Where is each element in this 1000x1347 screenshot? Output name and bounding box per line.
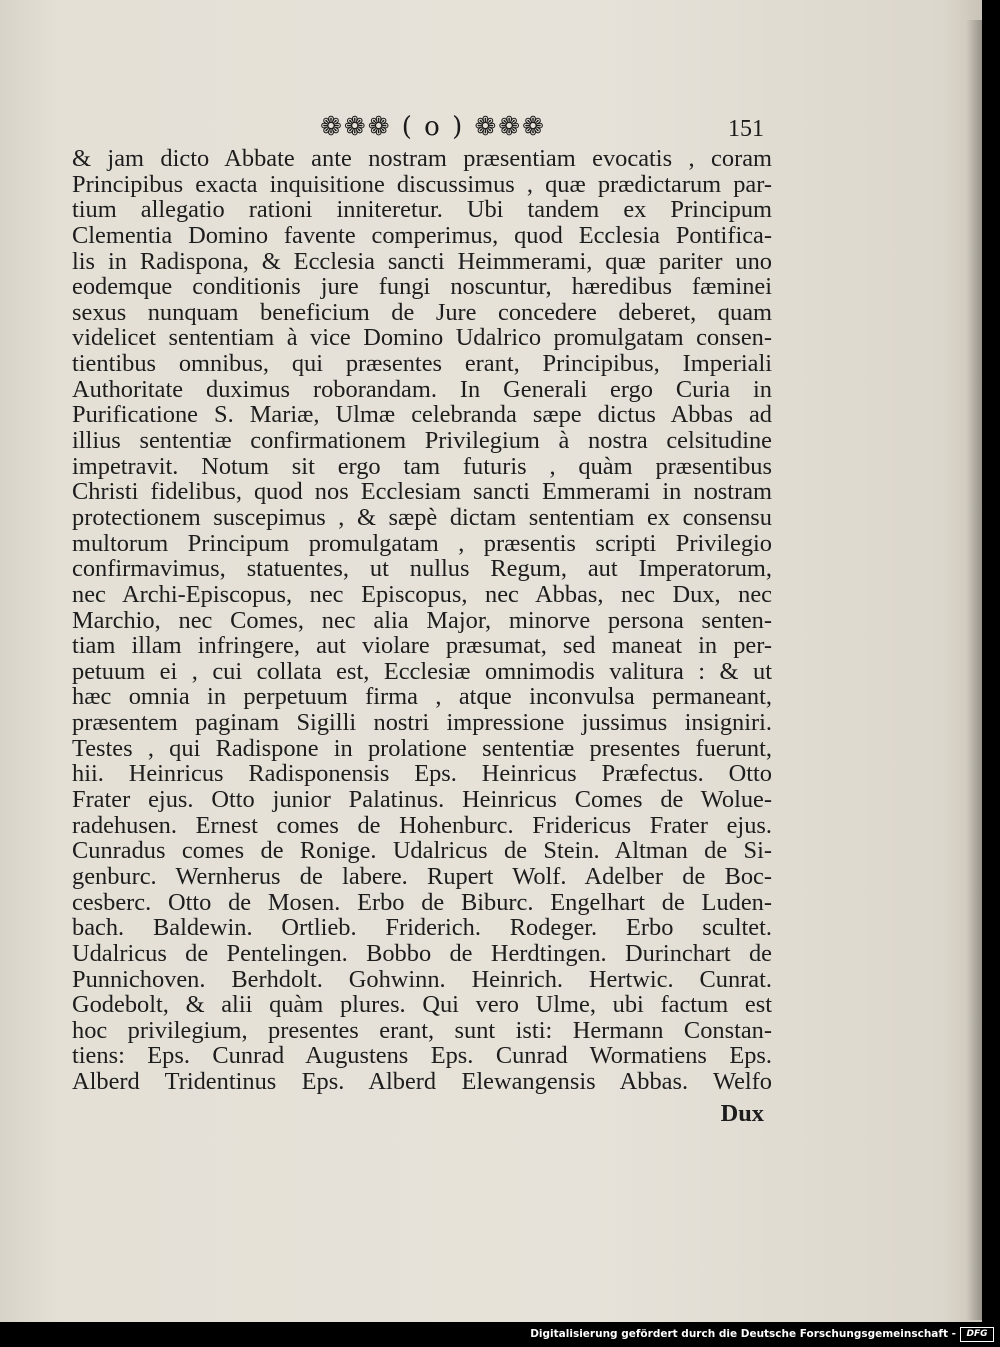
- text-line: multorum Principum promulgatam , præsentis scripti Privilegio: [72, 529, 772, 557]
- body-text: [72, 146, 772, 1095]
- text-line: tiam illam infringere, aut violare præsumat, sed maneat in per-: [72, 632, 772, 660]
- text-line: illius sententiæ confirmationem Privilegium à nostra celsitudine: [72, 427, 772, 455]
- text-line: Clementia Domino favente comperimus, quod Ecclesia Pontifica-: [72, 221, 772, 249]
- text-line: hii. Heinricus Radisponensis Eps. Heinricus Præfectus. Otto: [72, 760, 772, 788]
- text-line: & jam dicto Abbate ante nostram præsentiam evocatis , coram: [72, 145, 772, 172]
- text-line: Christi fidelibus, quod nos Ecclesiam sancti Emmerami in nostram: [72, 478, 772, 506]
- text-line: Authoritate duximus roborandam. In Generali ergo Curia in: [72, 375, 772, 403]
- text-line: Udalricus de Pentelingen. Bobbo de Herdtingen. Durinchart de: [72, 939, 772, 967]
- text-line: genburc. Wernherus de labere. Rupert Wolf. Adelber de Boc-: [72, 862, 772, 890]
- funding-note: Digitalisierung gefördert durch die Deutsche Forschungsgemeinschaft -: [530, 1328, 956, 1340]
- text-line: cesberc. Otto de Mosen. Erbo de Biburc. Engelhart de Luden-: [72, 888, 772, 916]
- text-line: Frater ejus. Otto junior Palatinus. Heinricus Comes de Wolue-: [72, 786, 772, 814]
- text-line: hæc omnia in perpetuum firma , atque inconvulsa permaneant,: [72, 683, 772, 711]
- text-line: radehusen. Ernest comes de Hohenburc. Fridericus Frater ejus.: [72, 811, 772, 839]
- page-number: 151: [728, 116, 764, 142]
- text-line: protectionem suscepimus , & sæpè dictam sententiam ex consensu: [72, 503, 772, 531]
- page-edge-shadow: [966, 20, 982, 1320]
- text-line: Testes , qui Radispone in prolatione sententiæ presentes fuerunt,: [72, 734, 772, 762]
- text-line: hoc privilegium, presentes erant, sunt isti: Hermann Constan-: [72, 1016, 772, 1044]
- text-line: videlicet sententiam à vice Domino Udalrico promulgatam consen-: [72, 324, 772, 352]
- text-line: confirmavimus, statuentes, ut nullus Regum, aut Imperatorum,: [72, 555, 772, 583]
- text-line: præsentem paginam Sigilli nostri impressione jussimus insigniri.: [72, 709, 772, 737]
- text-line: bach. Baldewin. Ortlieb. Friderich. Rodeger. Erbo scultet.: [72, 914, 772, 942]
- text-line: petuum ei , cui collata est, Ecclesiæ omnimodis valitura : & ut: [72, 657, 772, 685]
- text-line: Cunradus comes de Ronige. Udalricus de Stein. Altman de Si-: [72, 837, 772, 865]
- text-line: Purificatione S. Mariæ, Ulmæ celebranda sæpe dictus Abbas ad: [72, 401, 772, 429]
- text-line: Godebolt, & alii quàm plures. Qui vero Ulme, ubi factum est: [72, 991, 772, 1019]
- text-line: lis in Radispona, & Ecclesia sancti Heimmerami, quæ pariter uno: [72, 247, 772, 275]
- text-line: Alberd Tridentinus Eps. Alberd Elewangensis Abbas. Welfo: [72, 1068, 772, 1096]
- text-line: Marchio, nec Comes, nec alia Major, minorve persona senten-: [72, 606, 772, 634]
- text-line: tientibus omnibus, qui præsentes erant, Principibus, Imperiali: [72, 350, 772, 378]
- text-line: nec Archi-Episcopus, nec Episcopus, nec Abbas, nec Dux, nec: [72, 580, 772, 608]
- header-ornament: ❁❁❁ ( o ) ❁❁❁: [320, 112, 546, 142]
- text-line: impetravit. Notum sit ergo tam futuris , quàm præsentibus: [72, 452, 772, 480]
- text-line: Punnichoven. Berhdolt. Gohwinn. Heinrich. Hertwic. Cunrat.: [72, 965, 772, 993]
- text-line: Principibus exacta inquisitione discussimus , quæ prædictarum par-: [72, 170, 772, 198]
- text-line: tiens: Eps. Cunrad Augustens Eps. Cunrad Wormatiens Eps.: [72, 1042, 772, 1070]
- text-line: eodemque conditionis jure fungi noscuntur, hæredibus fæminei: [72, 273, 772, 301]
- dfg-logo-icon: DFG: [960, 1327, 994, 1342]
- catchword: Dux: [720, 1100, 764, 1127]
- text-line: sexus nunquam beneficium de Jure concedere deberet, quam: [72, 298, 772, 326]
- text-line: tium allegatio rationi inniteretur. Ubi tandem ex Principum: [72, 196, 772, 224]
- running-header: [0, 112, 982, 148]
- footer-bar: [0, 1322, 1000, 1347]
